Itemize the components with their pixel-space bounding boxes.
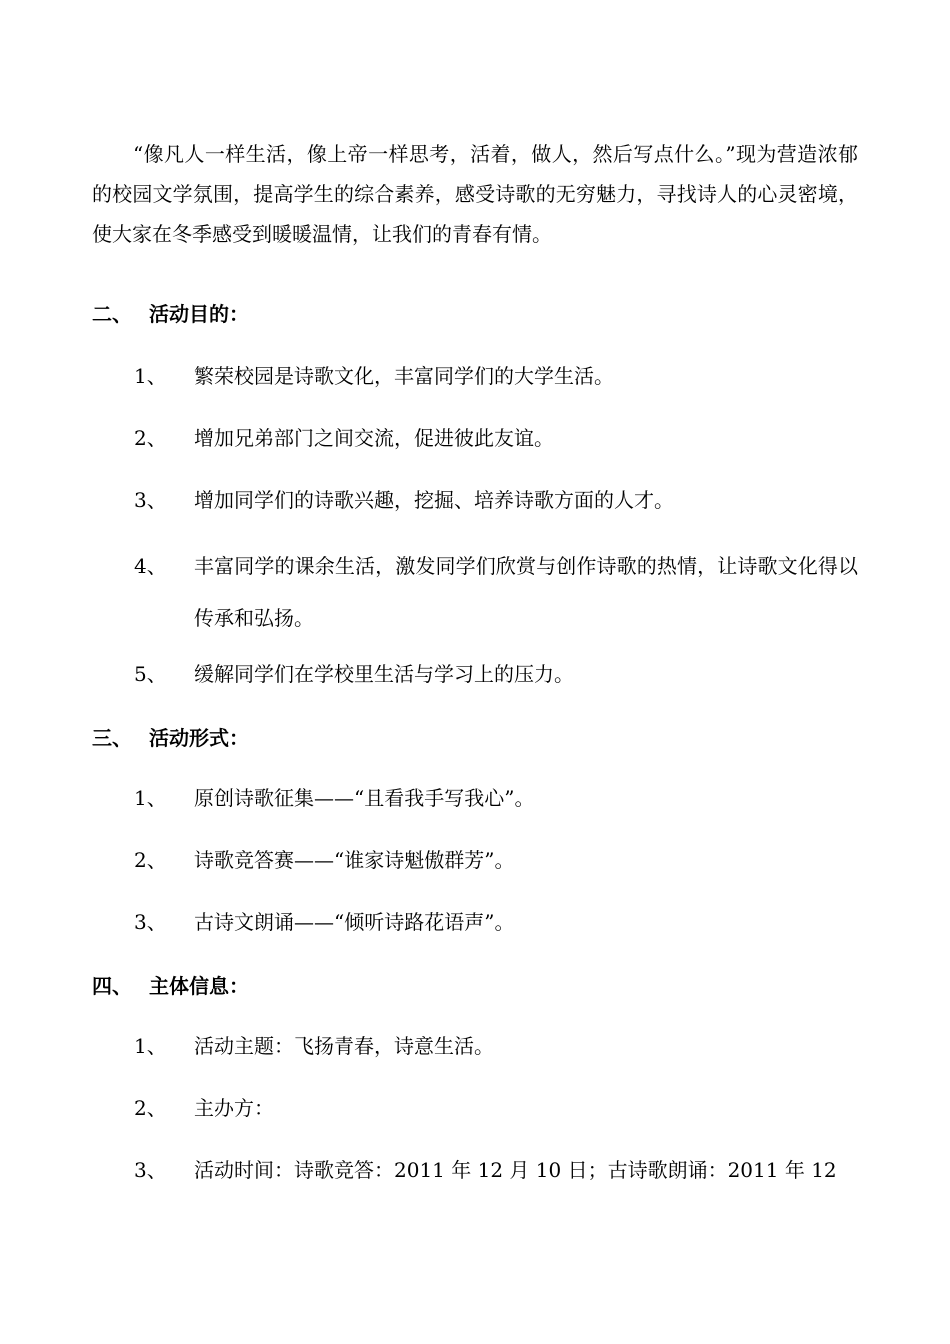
- section-title: 活动形式：: [149, 726, 249, 750]
- item-number: 2、: [134, 1096, 167, 1120]
- item-number: 2、: [134, 848, 167, 872]
- item-text: 活动时间：诗歌竞答：2011 年 12 月 10 日；古诗歌朗诵：2011 年 12: [194, 1158, 837, 1182]
- item-number: 3、: [134, 488, 167, 512]
- section-number: 三、: [92, 726, 132, 750]
- item-number: 1、: [134, 364, 167, 388]
- list-item: [134, 1088, 858, 1128]
- item-text: 古诗文朗诵——“倾听诗路花语声”。: [194, 910, 515, 934]
- intro-paragraph: “像凡人一样生活，像上帝一样思考，活着，做人，然后写点什么。”现为营造浓郁的校园文学氛围，提高学生的综合素养，感受诗歌的无穷魅力，寻找诗人的心灵密境，使大家在冬季感受到暖暖温情，让我们的青春有情。: [92, 142, 858, 246]
- list-item: [134, 654, 858, 694]
- item-number: 2、: [134, 426, 167, 450]
- item-number: 1、: [134, 786, 167, 810]
- section-heading-purpose: [92, 298, 249, 330]
- item-text: 主办方：: [194, 1096, 274, 1120]
- list-item: [134, 902, 858, 942]
- list-item: [134, 540, 858, 644]
- item-text: 诗歌竞答赛——“谁家诗魁傲群芳”。: [194, 848, 515, 872]
- list-item: [134, 418, 858, 458]
- item-number: 3、: [134, 1158, 167, 1182]
- item-text: 原创诗歌征集——“且看我手写我心”。: [194, 786, 535, 810]
- list-item: [134, 1150, 858, 1190]
- section-number: 二、: [92, 302, 132, 326]
- item-number: 3、: [134, 910, 167, 934]
- item-text: 繁荣校园是诗歌文化，丰富同学们的大学生活。: [194, 364, 614, 388]
- section-heading-info: [92, 970, 249, 1002]
- list-item: [134, 356, 858, 396]
- list-item: [134, 840, 858, 880]
- item-text: 活动主题：飞扬青春，诗意生活。: [194, 1034, 494, 1058]
- section-heading-format: [92, 722, 249, 754]
- item-text: 丰富同学的课余生活，激发同学们欣赏与创作诗歌的热情，让诗歌文化得以传承和弘扬。: [194, 554, 858, 630]
- item-number: 5、: [134, 662, 167, 686]
- section-title: 主体信息：: [149, 974, 249, 998]
- item-text: 增加兄弟部门之间交流，促进彼此友谊。: [194, 426, 554, 450]
- section-number: 四、: [92, 974, 132, 998]
- item-text: 缓解同学们在学校里生活与学习上的压力。: [194, 662, 574, 686]
- section-title: 活动目的：: [149, 302, 249, 326]
- item-number: 1、: [134, 1034, 167, 1058]
- list-item: [134, 1026, 858, 1066]
- list-item: [134, 778, 858, 818]
- item-number: 4、: [134, 554, 167, 578]
- list-item: [134, 480, 858, 520]
- item-text: 增加同学们的诗歌兴趣，挖掘、培养诗歌方面的人才。: [194, 488, 674, 512]
